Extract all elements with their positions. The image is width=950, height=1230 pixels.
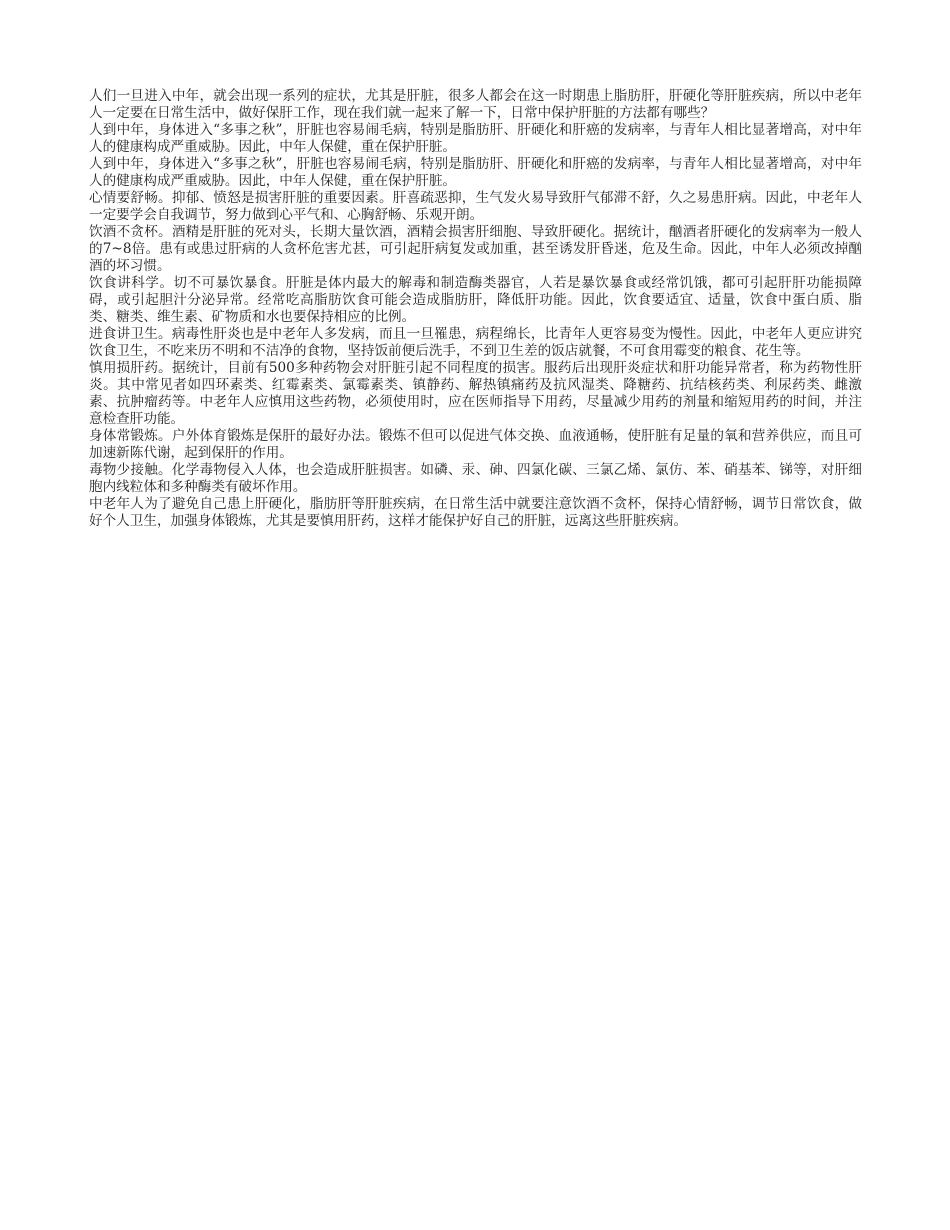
paragraph-conclusion: 中老年人为了避免自己患上肝硬化，脂肪肝等肝脏疾病，在日常生活中就要注意饮酒不贪杯，保持心情舒畅，调节日常饮食，做好个人卫生，加强身体锻炼，尤其是要慎用肝药，这样才能保护好自己的肝脏，远离这些肝脏疾病。 [89, 496, 862, 529]
paragraph-exercise: 身体常锻炼。户外体育锻炼是保肝的最好办法。锻炼不但可以促进气体交换、血液通畅，使肝脏有足量的氧和营养供应，而且可加速新陈代谢，起到保肝的作用。 [89, 428, 862, 461]
paragraph-intro: 人们一旦进入中年，就会出现一系列的症状，尤其是肝脏，很多人都会在这一时期患上脂肪肝，肝硬化等肝脏疾病，所以中老年人一定要在日常生活中，做好保肝工作，现在我们就一起来了解一下，日常中保护肝脏的方法都有哪些？ [89, 88, 862, 121]
paragraph-middle-age: 人到中年，身体进入“多事之秋”，肝脏也容易闹毛病，特别是脂肪肝、肝硬化和肝癌的发病率，与青年人相比显著增高，对中年人的健康构成严重威胁。因此，中年人保健，重在保护肝脏。 [89, 122, 862, 155]
paragraph-diet: 饮食讲科学。切不可暴饮暴食。肝脏是体内最大的解毒和制造酶类器官，人若是暴饮暴食或经常饥饿，都可引起肝肝功能损障碍，或引起胆汁分泌异常。经常吃高脂肪饮食可能会造成脂肪肝，降低肝功能。因此，饮食要适宜、适量，饮食中蛋白质、脂类、糖类、维生素、矿物质和水也要保持相应的比例。 [89, 275, 862, 325]
paragraph-toxins: 毒物少接触。化学毒物侵入人体，也会造成肝脏损害。如磷、汞、砷、四氯化碳、三氯乙烯、氯仿、苯、硝基苯、锑等，对肝细胞内线粒体和多种酶类有破坏作用。 [89, 462, 862, 495]
paragraph-hygiene: 进食讲卫生。病毒性肝炎也是中老年人多发病，而且一旦罹患，病程绵长，比青年人更容易变为慢性。因此，中老年人更应讲究饮食卫生，不吃来历不明和不洁净的食物，坚持饭前便后洗手，不到卫生差的饭店就餐，不可食用霉变的粮食、花生等。 [89, 326, 862, 359]
paragraph-mood: 心情要舒畅。抑郁、愤怒是损害肝脏的重要因素。肝喜疏恶抑，生气发火易导致肝气郁滞不舒，久之易患肝病。因此，中老年人一定要学会自我调节，努力做到心平气和、心胸舒畅、乐观开朗。 [89, 190, 862, 223]
article-body [89, 88, 862, 530]
paragraph-alcohol: 饮酒不贪杯。酒精是肝脏的死对头，长期大量饮酒，酒精会损害肝细胞、导致肝硬化。据统计，酗酒者肝硬化的发病率为一般人的7~8倍。患有或患过肝病的人贪杯危害尤甚，可引起肝病复发或加重，甚至诱发肝昏迷，危及生命。因此，中年人必须改掉酗酒的坏习惯。 [89, 224, 862, 274]
paragraph-medication: 慎用损肝药。据统计，目前有500多种药物会对肝脏引起不同程度的损害。服药后出现肝炎症状和肝功能异常者，称为药物性肝炎。其中常见者如四环素类、红霉素类、氯霉素类、镇静药、解热镇痛药及抗风湿类、降糖药、抗结核药类、利尿药类、雌激素、抗肿瘤药等。中老年人应慎用这些药物，必须使用时，应在医师指导下用药，尽量减少用药的剂量和缩短用药的时间，并注意检查肝功能。 [89, 360, 862, 427]
paragraph-middle-age-repeat: 人到中年，身体进入“多事之秋”，肝脏也容易闹毛病，特别是脂肪肝、肝硬化和肝癌的发病率，与青年人相比显著增高，对中年人的健康构成严重威胁。因此，中年人保健，重在保护肝脏。 [89, 156, 862, 189]
